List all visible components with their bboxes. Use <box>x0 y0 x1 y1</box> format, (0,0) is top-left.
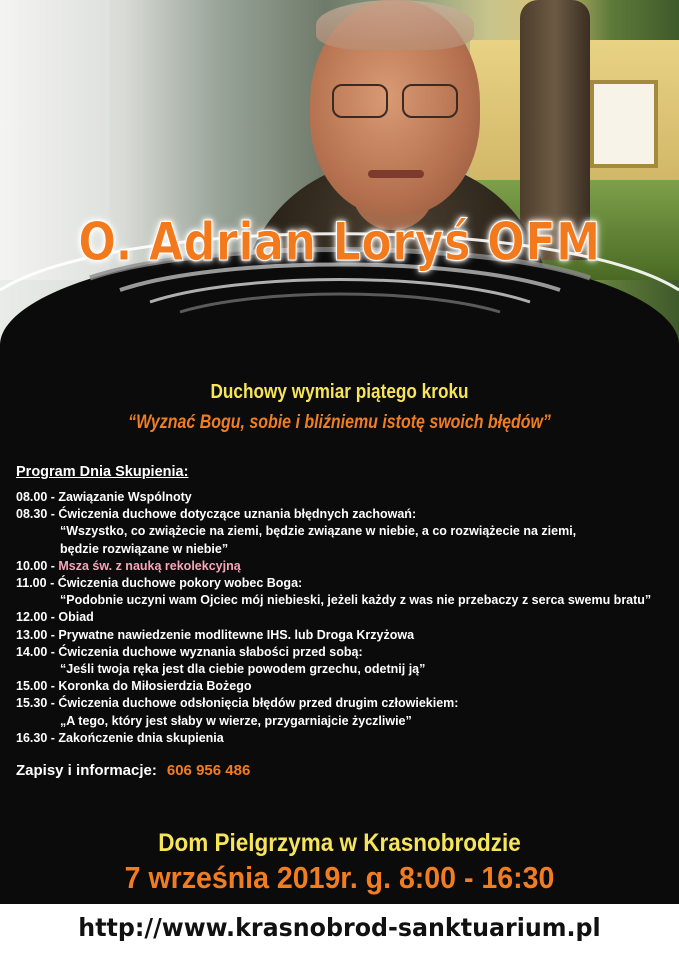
schedule-item <box>16 644 676 678</box>
item-time: 15.00 <box>16 679 48 694</box>
schedule-item <box>16 609 676 626</box>
item-quote: “Wszystko, co zwiążecie na ziemi, będzie związane w niebie, a co rozwiążecie na ziemi, <box>60 524 577 539</box>
item-separator: - <box>47 610 59 625</box>
item-desc: Koronka do Miłosierdzia Bożego <box>58 679 252 694</box>
contact-label: Zapisy i informacje: <box>16 762 157 779</box>
item-time: 08.30 <box>16 507 48 522</box>
item-time: 08.00 <box>16 490 48 504</box>
theme-quote: “Wyznać Bogu, sobie i bliźniemu istotę swoich błędów” <box>128 412 551 433</box>
item-time: 10.00 <box>16 558 48 573</box>
item-desc: Ćwiczenia duchowe dotyczące uznania błędnych zachowań: <box>58 507 417 522</box>
item-time: 13.00 <box>16 627 48 642</box>
theme-title: Duchowy wymiar piątego kroku <box>210 381 469 403</box>
item-time: 12.00 <box>16 610 48 625</box>
event-venue: Dom Pielgrzyma w Krasnobrodzie <box>158 829 521 857</box>
program-schedule <box>16 463 676 747</box>
contact-info <box>16 762 250 779</box>
item-quote: “Podobnie uczyni wam Ojciec mój niebieski, jeżeli każdy z was nie przebaczy z serca swemu bratu” <box>60 593 652 608</box>
schedule-item <box>16 678 676 695</box>
schedule-item <box>16 506 676 558</box>
item-desc: Msza św. z nauką rekolekcyjną <box>58 558 241 573</box>
schedule-item <box>16 627 676 644</box>
item-separator: - <box>47 558 59 573</box>
schedule-item <box>16 558 676 575</box>
schedule-item <box>16 489 676 506</box>
item-quote: „A tego, który jest słaby w wierze, przygarniajcie życzliwie” <box>60 713 412 728</box>
item-desc: Obiad <box>58 610 94 625</box>
item-separator: - <box>47 644 59 659</box>
item-time: 15.30 <box>16 696 48 711</box>
item-quote: będzie rozwiązane w niebie” <box>60 541 229 556</box>
item-separator: - <box>47 696 59 711</box>
item-quote: “Jeśli twoja ręka jest dla ciebie powodem grzechu, odetnij ją” <box>60 662 426 677</box>
item-desc: Ćwiczenia duchowe odsłonięcia błędów przed drugim człowiekiem: <box>58 696 459 711</box>
schedule-item <box>16 730 676 747</box>
schedule-item <box>16 695 676 729</box>
program-title: Program Dnia Skupienia: <box>16 464 189 480</box>
item-desc: Zawiązanie Wspólnoty <box>58 490 192 504</box>
item-separator: - <box>46 576 58 591</box>
item-separator: - <box>47 627 59 642</box>
item-separator: - <box>47 730 59 745</box>
speaker-name: O. Adrian Loryś OFM <box>78 212 601 273</box>
item-separator: - <box>47 507 59 522</box>
schedule-item <box>16 575 676 609</box>
item-time: 16.30 <box>16 730 48 745</box>
website-link[interactable]: http://www.krasnobrod-sanktuarium.pl <box>78 913 601 942</box>
item-desc: Ćwiczenia duchowe wyznania słabości przed sobą: <box>58 644 363 659</box>
item-time: 14.00 <box>16 644 48 659</box>
item-desc: Zakończenie dnia skupienia <box>58 730 224 745</box>
item-time: 11.00 <box>16 576 47 591</box>
item-desc: Ćwiczenia duchowe pokory wobec Boga: <box>57 576 303 591</box>
item-separator: - <box>47 679 59 694</box>
item-desc: Prywatne nawiedzenie modlitewne IHS. lub Droga Krzyżowa <box>58 627 415 642</box>
phone-number[interactable]: 606 956 486 <box>166 762 251 779</box>
event-date: 7 września 2019r. g. 8:00 - 16:30 <box>124 860 555 895</box>
item-separator: - <box>47 490 59 504</box>
